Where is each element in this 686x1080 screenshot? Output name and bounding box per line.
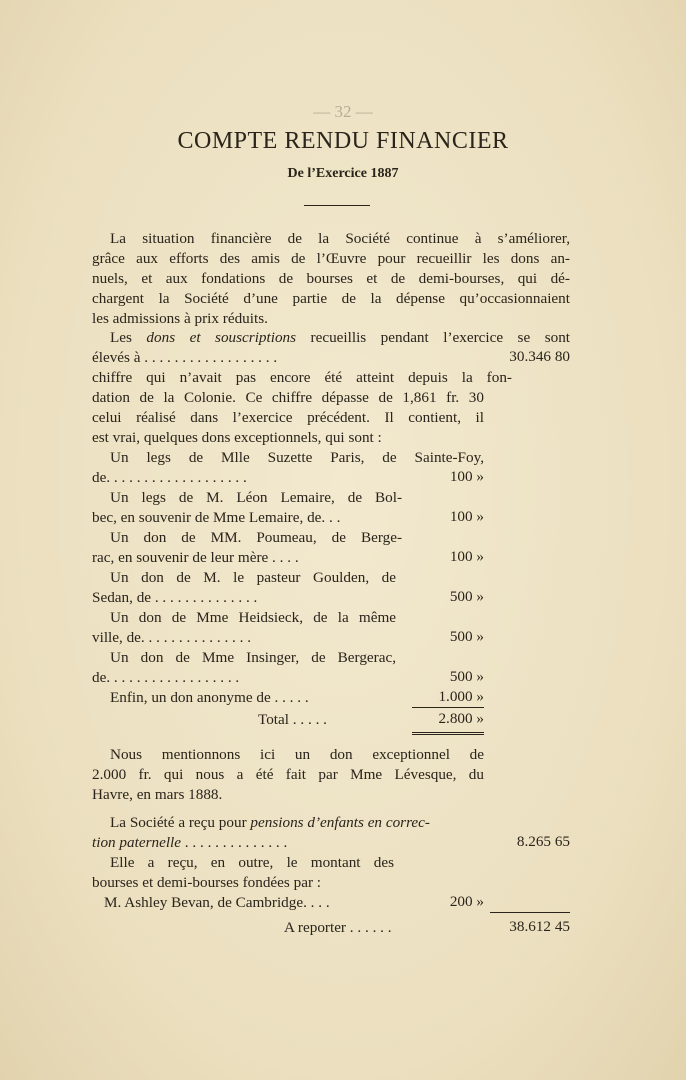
para2-line: dation de la Colonie. Ce chiffre dépasse de 1,861 fr. 30 (92, 389, 484, 406)
gift-line2: de. . . . . . . . . . . . . . . . . . . (92, 469, 247, 486)
gift-line1: Un don de Mme Insinger, de Bergerac, (110, 649, 396, 666)
carry-rule (490, 912, 570, 913)
para3-line: 2.000 fr. qui nous a été fait par Mme Lévesque, du (92, 766, 484, 783)
page-subtitle: De l’Exercice 1887 (287, 166, 399, 181)
para2-line: celui réalisé dans l’exercice précédent. Il contient, il (92, 409, 484, 426)
para2-line: chiffre qui n’avait pas encore été atteint depuis la fon- (92, 369, 512, 386)
para1-line: nuels, et aux fondations de bourses et de demi-bourses, qui dé- (92, 270, 570, 287)
bourses-line: Elle a reçu, en outre, le montant des (110, 854, 394, 871)
eleves-label: élevés à . . . . . . . . . . . . . . . . . . (92, 349, 278, 366)
para3-line: Havre, en mars 1888. (92, 786, 223, 803)
bourses-line: bourses et demi-bourses fondées par : (92, 874, 322, 891)
title-divider (304, 205, 370, 206)
report-label: A reporter . . . . . . (284, 919, 392, 936)
page-title: COMPTE RENDU FINANCIER (177, 128, 509, 154)
gift-line1: Un don de M. le pasteur Goulden, de (110, 569, 396, 586)
para3-line: Nous mentionnons ici un don exceptionnel de (110, 746, 484, 763)
total-double-rule (412, 732, 484, 735)
pensions-italic: pensions d’enfants en correc- (250, 814, 430, 831)
para2-rest: recueillis pendant l’exercice se sont (310, 329, 571, 346)
gift-amount: 500 » (449, 588, 484, 605)
gift-amount: 100 » (449, 548, 484, 565)
gift-line2: de. . . . . . . . . . . . . . . . . . (92, 669, 240, 686)
gift-line1: Un legs de Mlle Suzette Paris, de Sainte-Foy, (110, 449, 484, 466)
pensions-italic2: tion paternelle (92, 834, 181, 851)
pensions-line2 (92, 833, 287, 853)
gift-line2: Sedan, de . . . . . . . . . . . . . . (92, 589, 258, 606)
gift-line2: rac, en souvenir de leur mère . . . . (92, 549, 299, 566)
para1-line: grâce aux efforts des amis de l’Œuvre pour recueillir les dons an- (92, 250, 570, 267)
para2-line: est vrai, quelques dons exceptionnels, qui sont : (92, 429, 382, 446)
total-amount: 2.800 » (438, 710, 484, 727)
para2-intro: Les (110, 329, 132, 346)
gift-line2: ville, de. . . . . . . . . . . . . . . (92, 629, 252, 646)
gift-line1: Un don de MM. Poumeau, de Berge- (110, 529, 402, 546)
gift-amount: 100 » (449, 468, 484, 485)
pensions-line (110, 813, 430, 833)
eleves-amount: 30.346 80 (509, 348, 570, 365)
para2-first-line (92, 328, 570, 348)
gift-amount: 500 » (449, 668, 484, 685)
total-label: Total . . . . . (258, 711, 327, 728)
gift-amount: 500 » (449, 628, 484, 645)
ashley-label: M. Ashley Bevan, de Cambridge. . . . (104, 894, 330, 911)
para1-line: chargent la Société d’une partie de la dépense qu’occasionnaient (92, 290, 570, 307)
pensions-amount: 8.265 65 (516, 833, 570, 850)
pensions-dots: . . . . . . . . . . . . . . (184, 834, 288, 851)
ashley-amount: 200 » (449, 893, 484, 910)
gift-amount: 100 » (449, 508, 484, 525)
para2-italic: dons et souscriptions (146, 329, 297, 346)
pensions-intro: La Société a reçu pour (110, 814, 247, 831)
gift-line1: Un legs de M. Léon Lemaire, de Bol- (110, 489, 402, 506)
anonymous-gift-label: Enfin, un don anonyme de . . . . . (110, 689, 309, 706)
para1-line: les admissions à prix réduits. (92, 310, 268, 327)
gift-line1: Un don de Mme Heidsieck, de la même (110, 609, 396, 626)
subtotal-rule (412, 707, 484, 708)
anonymous-gift-amount: 1.000 » (438, 688, 484, 705)
report-amount: 38.612 45 (509, 918, 570, 935)
para1-line: La situation financière de la Société continue à s’améliorer, (110, 230, 570, 247)
gift-line2: bec, en souvenir de Mme Lemaire, de. . . (92, 509, 341, 526)
page-number: — 32 — (313, 102, 373, 121)
